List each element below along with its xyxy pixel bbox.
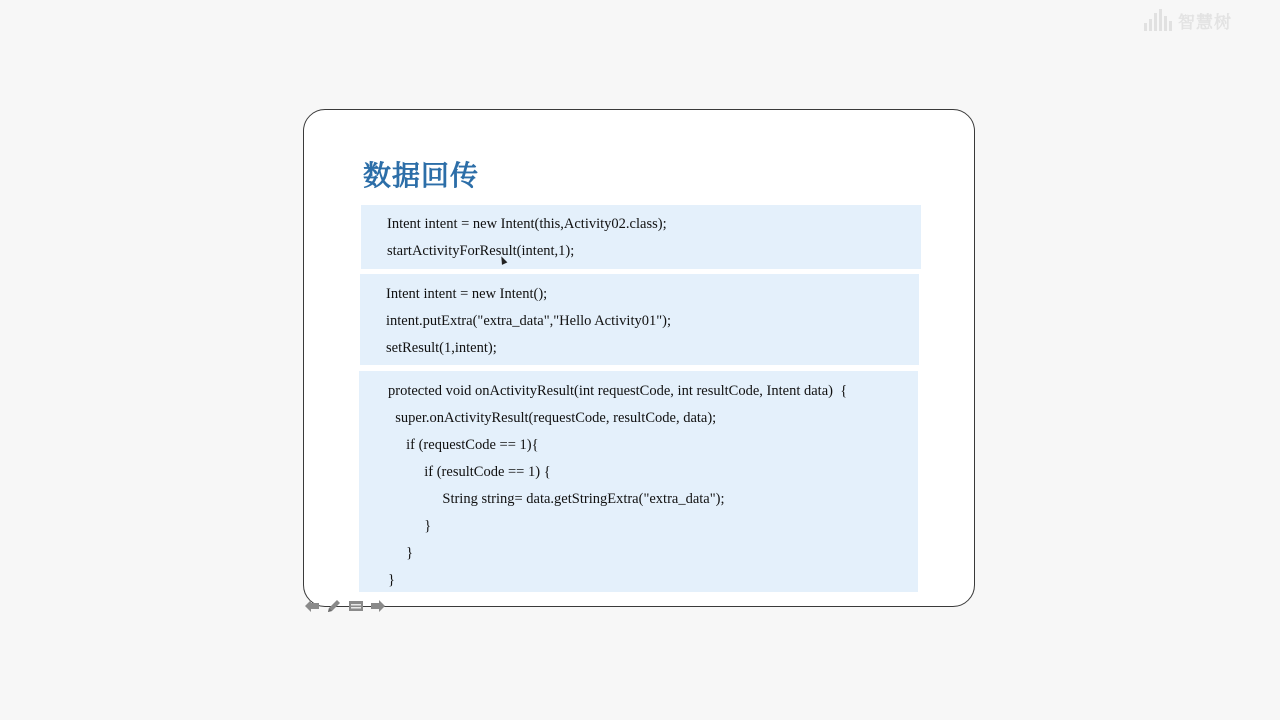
code-line: setResult(1,intent); <box>386 340 497 356</box>
code-block-set-result <box>360 274 919 365</box>
code-line: startActivityForResult(intent,1); <box>387 243 575 259</box>
watermark-logo <box>1144 6 1248 34</box>
code-line: super.onActivityResult(requestCode, resultCode, data); <box>388 410 717 426</box>
code-line: if (resultCode == 1) { <box>388 464 551 480</box>
next-slide-button[interactable] <box>369 598 387 614</box>
code-line: if (requestCode == 1){ <box>388 437 539 453</box>
pen-tool-button[interactable] <box>325 598 343 614</box>
code-line: String string= data.getStringExtra("extra_data"); <box>388 491 725 507</box>
slide-frame <box>303 109 975 607</box>
arrow-right-icon <box>370 599 386 613</box>
arrow-left-icon <box>304 599 320 613</box>
watermark-text: 智慧树 <box>1178 12 1232 33</box>
code-block-on-activity-result <box>359 371 918 592</box>
slide-nav-controls <box>303 597 387 615</box>
previous-slide-button[interactable] <box>303 598 321 614</box>
code-line: intent.putExtra("extra_data","Hello Activity01"); <box>386 313 672 329</box>
slide-title: 数据回传 <box>363 159 480 192</box>
slide-menu-button[interactable] <box>347 598 365 614</box>
code-block-start-activity <box>361 205 921 269</box>
code-line: } <box>388 572 395 588</box>
code-line: } <box>388 518 432 534</box>
code-line: protected void onActivityResult(int requestCode, int resultCode, Intent data) { <box>388 383 848 399</box>
code-line: Intent intent = new Intent(this,Activity02.class); <box>387 216 667 232</box>
code-line: } <box>388 545 414 561</box>
code-line: Intent intent = new Intent(); <box>386 286 548 302</box>
bar-chart-logo-icon <box>1144 9 1172 31</box>
menu-icon <box>348 599 364 613</box>
pencil-icon <box>326 598 342 614</box>
